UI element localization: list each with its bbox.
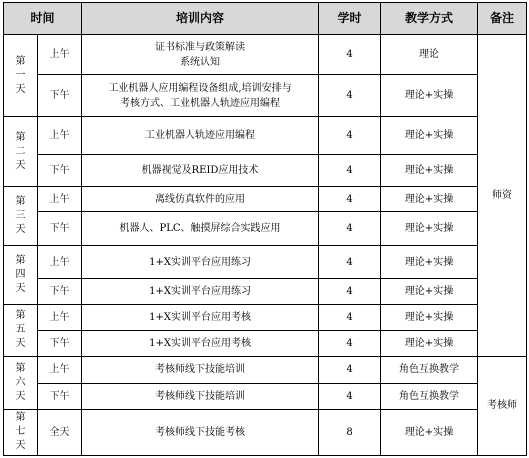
hours-cell: 4 <box>319 75 381 117</box>
content-cell: 考核师线下技能培训 <box>82 383 319 409</box>
content-cell: 1+X实训平台应用考核 <box>82 330 319 356</box>
hours-cell: 4 <box>319 356 381 383</box>
method-cell: 理论+实操 <box>381 246 478 278</box>
period-cell: 上午 <box>38 356 82 383</box>
header-hours: 学时 <box>319 3 381 35</box>
content-cell: 工业机器人轨迹应用编程 <box>82 117 319 155</box>
content-cell: 1+X实训平台应用练习 <box>82 278 319 304</box>
hours-cell: 4 <box>319 278 381 304</box>
table-row <box>4 117 527 155</box>
period-cell: 下午 <box>38 330 82 356</box>
table-row <box>4 75 527 117</box>
period-cell: 下午 <box>38 212 82 246</box>
content-cell: 考核师线下技能考核 <box>82 409 319 455</box>
hours-cell: 4 <box>319 117 381 155</box>
hours-cell: 4 <box>319 330 381 356</box>
content-cell: 考核师线下技能培训 <box>82 356 319 383</box>
table-row <box>4 212 527 246</box>
hours-cell: 4 <box>319 155 381 187</box>
period-cell: 上午 <box>38 117 82 155</box>
table-row <box>4 356 527 383</box>
training-schedule-table <box>3 2 527 456</box>
method-cell: 理论+实操 <box>381 117 478 155</box>
content-cell: 工业机器人应用编程设备组成,培训安排与 考核方式、工业机器人轨迹应用编程 <box>82 75 319 117</box>
period-cell: 上午 <box>38 187 82 212</box>
hours-cell: 8 <box>319 409 381 455</box>
hours-cell: 4 <box>319 304 381 330</box>
method-cell: 理论 <box>381 35 478 75</box>
table-row <box>4 35 527 75</box>
method-cell: 理论+实操 <box>381 304 478 330</box>
method-cell: 角色互换教学 <box>381 383 478 409</box>
content-cell: 机器视觉及REID应用技术 <box>82 155 319 187</box>
day-3-label: 第 三 天 <box>4 187 38 246</box>
method-cell: 理论+实操 <box>381 212 478 246</box>
content-cell: 离线仿真软件的应用 <box>82 187 319 212</box>
period-cell: 上午 <box>38 35 82 75</box>
period-cell: 下午 <box>38 383 82 409</box>
content-cell: 机器人、PLC、触摸屏综合实践应用 <box>82 212 319 246</box>
content-cell: 1+X实训平台应用练习 <box>82 246 319 278</box>
table-row <box>4 409 527 455</box>
period-cell: 上午 <box>38 304 82 330</box>
day-5-label: 第 五 天 <box>4 304 38 356</box>
period-cell: 上午 <box>38 246 82 278</box>
table-row <box>4 278 527 304</box>
content-cell: 1+X实训平台应用考核 <box>82 304 319 330</box>
remark-instructors: 师资 <box>478 35 527 357</box>
day-1-label: 第 一 天 <box>4 35 38 117</box>
hours-cell: 4 <box>319 246 381 278</box>
content-cell: 证书标准与政策解读 系统认知 <box>82 35 319 75</box>
method-cell: 理论+实操 <box>381 155 478 187</box>
day-6-label: 第 六 天 <box>4 356 38 409</box>
method-cell: 理论+实操 <box>381 330 478 356</box>
header-time: 时间 <box>4 3 82 35</box>
day-4-label: 第 四 天 <box>4 246 38 304</box>
table-row <box>4 187 527 212</box>
hours-cell: 4 <box>319 383 381 409</box>
table-row <box>4 383 527 409</box>
day-2-label: 第 二 天 <box>4 117 38 187</box>
method-cell: 理论+实操 <box>381 278 478 304</box>
hours-cell: 4 <box>319 212 381 246</box>
hours-cell: 4 <box>319 187 381 212</box>
header-method: 教学方式 <box>381 3 478 35</box>
table-row <box>4 155 527 187</box>
method-cell: 理论+实操 <box>381 75 478 117</box>
remark-examiner: 考核师 <box>478 356 527 455</box>
table-row <box>4 246 527 278</box>
period-cell: 下午 <box>38 278 82 304</box>
table-row <box>4 304 527 330</box>
header-content: 培训内容 <box>82 3 319 35</box>
period-cell: 全天 <box>38 409 82 455</box>
method-cell: 角色互换教学 <box>381 356 478 383</box>
table-row <box>4 330 527 356</box>
day-7-label: 第 七 天 <box>4 409 38 455</box>
method-cell: 理论+实操 <box>381 409 478 455</box>
period-cell: 下午 <box>38 75 82 117</box>
method-cell: 理论+实操 <box>381 187 478 212</box>
header-remark: 备注 <box>478 3 527 35</box>
hours-cell: 4 <box>319 35 381 75</box>
period-cell: 下午 <box>38 155 82 187</box>
header-row <box>4 3 527 35</box>
